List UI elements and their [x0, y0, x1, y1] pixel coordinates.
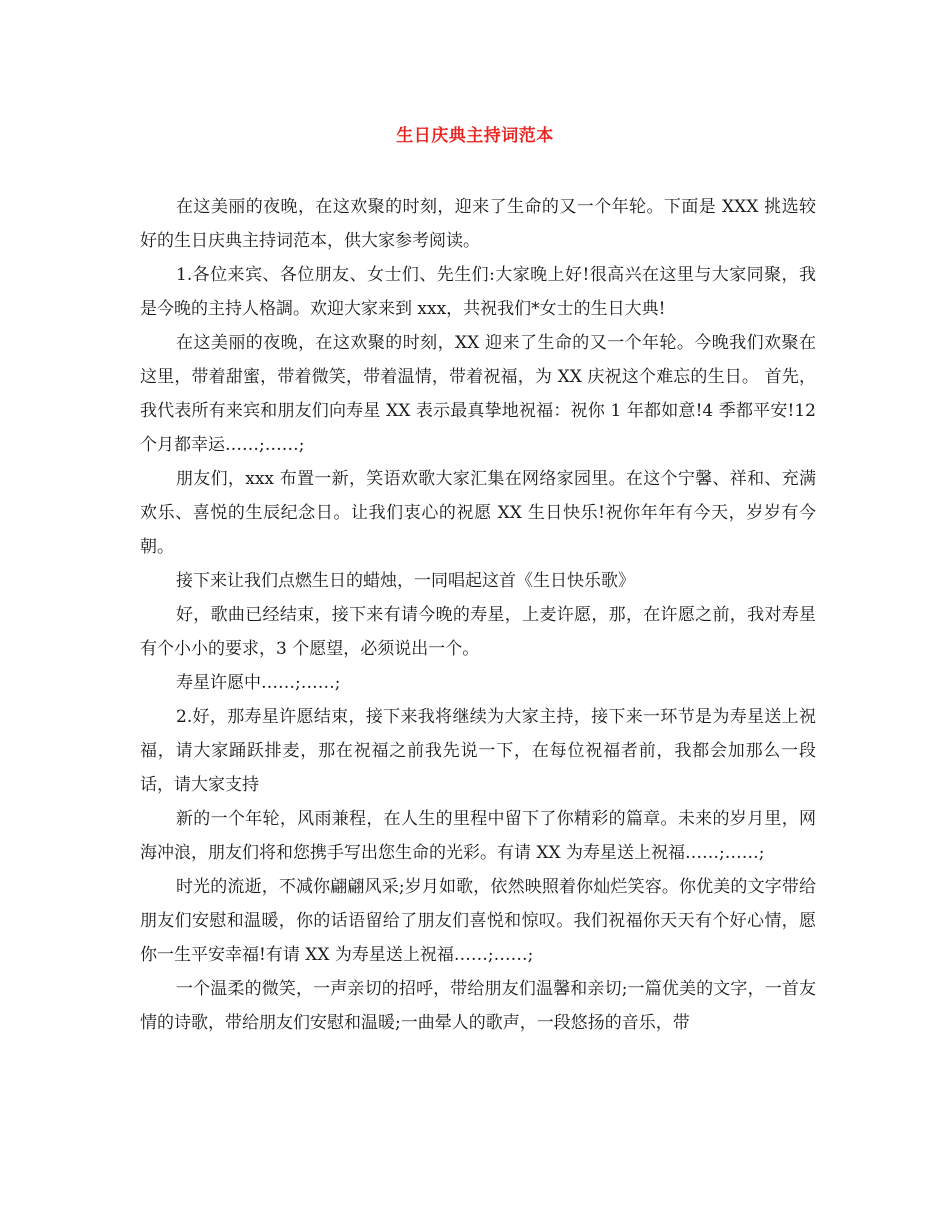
paragraph: 接下来让我们点燃生日的蜡烛，一同唱起这首《生日快乐歌》	[176, 571, 635, 591]
paragraph: 时光的流逝，不减你翩翩风采;岁月如歌，依然映照着你灿烂笑容。你优美的文字带给朋友们安慰和温暖，你的话语留给了朋友们喜悦和惊叹。我们祝福你天天有个好心情，愿你一生平安幸福!有请 XX 为寿星送上祝福……;……;	[140, 877, 816, 965]
paragraph: 一个温柔的微笑，一声亲切的招呼，带给朋友们温馨和亲切;一篇优美的文字，一首友情的诗歌，带给朋友们安慰和温暖;一曲晕人的歌声，一段悠扬的音乐，带	[140, 979, 816, 1033]
paragraph: 寿星许愿中……;……;	[176, 673, 341, 693]
paragraph: 好，歌曲已经结束，接下来有请今晚的寿星，上麦许愿，那，在许愿之前，我对寿星有个小小的要求，3 个愿望，必须说出一个。	[140, 605, 816, 659]
paragraph: 2.好，那寿星许愿结束，接下来我将继续为大家主持，接下来一环节是为寿星送上祝福，请大家踊跃排麦，那在祝福之前我先说一下，在每位祝福者前，我都会加那么一段话，请大家支持	[140, 707, 816, 795]
paragraph: 在这美丽的夜晚，在这欢聚的时刻，迎来了生命的又一个年轮。下面是 XXX 挑选较好的生日庆典主持词范本，供大家参考阅读。	[140, 197, 816, 251]
paragraph: 朋友们，xxx 布置一新，笑语欢歌大家汇集在网络家园里。在这个宁馨、祥和、充满欢乐、喜悦的生辰纪念日。让我们衷心的祝愿 XX 生日快乐!祝你年年有今天，岁岁有今朝。	[140, 469, 816, 557]
document-body	[140, 190, 816, 1040]
paragraph: 在这美丽的夜晚，在这欢聚的时刻，XX 迎来了生命的又一个年轮。今晚我们欢聚在这里，带着甜蜜，带着微笑，带着温情，带着祝福，为 XX 庆祝这个难忘的生日。 首先，我代表所有来宾和朋友们向寿星 XX 表示最真挚地祝福：祝你 1 年都如意!4 季都平安!12 个月都幸运……;……;	[140, 333, 816, 455]
document-title: 生日庆典主持词范本	[396, 126, 554, 146]
paragraph: 1.各位来宾、各位朋友、女士们、先生们:大家晚上好!很高兴在这里与大家同聚，我是今晚的主持人格調。欢迎大家来到 xxx，共祝我们*女士的生日大典!	[140, 265, 816, 319]
paragraph: 新的一个年轮，风雨兼程，在人生的里程中留下了你精彩的篇章。未来的岁月里，网海冲浪，朋友们将和您携手写出您生命的光彩。有请 XX 为寿星送上祝福……;……;	[140, 809, 816, 863]
